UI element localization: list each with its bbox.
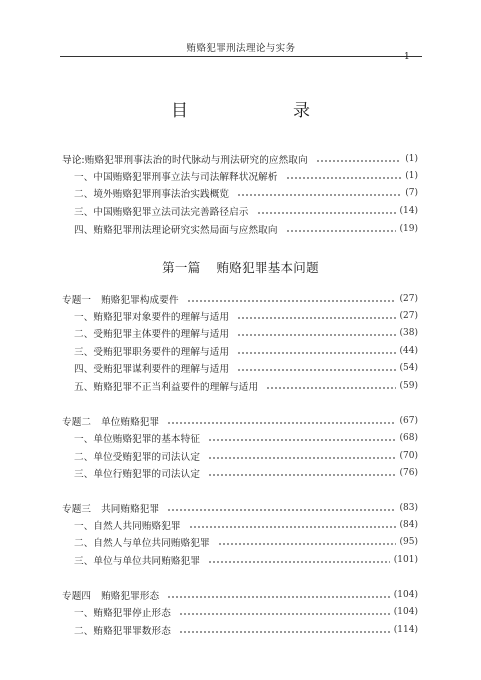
toc-entry-intro[interactable] bbox=[62, 151, 418, 167]
dot-leader bbox=[237, 369, 395, 371]
toc-entry[interactable] bbox=[74, 622, 418, 638]
toc-entry-page: (14) bbox=[399, 206, 418, 216]
dot-leader bbox=[286, 177, 402, 179]
toc-topic-entry[interactable] bbox=[62, 500, 418, 516]
dot-leader bbox=[187, 300, 396, 302]
topic-label: 专题三 bbox=[62, 504, 92, 515]
topic-title: 贿赂犯罪形态 bbox=[101, 591, 160, 602]
toc-topic-entry[interactable] bbox=[62, 587, 418, 603]
toc-entry-page: (104) bbox=[393, 590, 418, 600]
toc-entry-title: 二、单位受贿犯罪的司法认定 bbox=[74, 452, 201, 463]
toc-entry[interactable] bbox=[74, 378, 418, 394]
toc-entry-title: 三、单位行贿犯罪的司法认定 bbox=[74, 469, 201, 480]
toc-entry-page: (1) bbox=[405, 171, 418, 181]
toc-entry-title: 三、中国贿赂犯罪立法司法完善路径启示 bbox=[74, 207, 249, 218]
toc-entry-title: 一、贿赂犯罪对象要件的理解与适用 bbox=[74, 312, 230, 323]
toc-entry-page: (84) bbox=[399, 520, 418, 530]
part-label: 第一篇 bbox=[162, 260, 201, 275]
toc-entry-title: 一、自然人共同贿赂犯罪 bbox=[74, 521, 181, 532]
toc-entry-title: 二、自然人与单位共同贿赂犯罪 bbox=[74, 538, 210, 549]
toc-entry[interactable] bbox=[74, 343, 418, 359]
dot-leader bbox=[167, 509, 395, 511]
toc-entry-title: 四、贿赂犯罪刑法理论研究实然局面与应然取向 bbox=[74, 225, 278, 236]
part-title bbox=[0, 258, 481, 276]
dot-leader bbox=[316, 160, 402, 162]
page-number: 1 bbox=[404, 52, 410, 62]
dot-leader bbox=[208, 457, 395, 459]
dot-leader bbox=[167, 422, 395, 424]
toc-entry-page: (38) bbox=[399, 328, 418, 338]
dot-leader bbox=[179, 631, 390, 633]
toc-entry[interactable] bbox=[74, 360, 418, 376]
toc-entry-page: (1) bbox=[405, 154, 418, 164]
toc-entry[interactable] bbox=[74, 604, 418, 620]
dot-leader bbox=[237, 334, 395, 336]
toc-topic-entry[interactable] bbox=[62, 291, 418, 307]
dot-leader bbox=[167, 596, 390, 598]
dot-leader bbox=[189, 526, 396, 528]
toc-entry[interactable] bbox=[74, 517, 418, 533]
toc-entry-title: 一、贿赂犯罪停止形态 bbox=[74, 608, 171, 619]
toc-entry-page: (68) bbox=[399, 433, 418, 443]
toc-entry[interactable] bbox=[74, 168, 418, 184]
toc-topic-entry[interactable] bbox=[62, 413, 418, 429]
toc-entry[interactable] bbox=[74, 203, 418, 219]
dot-leader bbox=[179, 613, 390, 615]
part-name: 贿赂犯罪基本问题 bbox=[216, 260, 319, 275]
toc-entry-page: (67) bbox=[399, 416, 418, 426]
toc-entry[interactable] bbox=[74, 448, 418, 464]
toc-entry-page: (104) bbox=[393, 607, 418, 617]
toc-entry-page: (114) bbox=[393, 625, 418, 635]
toc-entry-title: 一、单位贿赂犯罪的基本特征 bbox=[74, 434, 201, 445]
topic-label: 专题一 bbox=[62, 295, 92, 306]
toc-entry-title: 导论:贿赂犯罪刑事法治的时代脉动与刑法研究的应然取向 bbox=[62, 155, 308, 166]
topic-title: 共同贿赂犯罪 bbox=[101, 504, 160, 515]
dot-leader bbox=[237, 194, 401, 196]
toc-entry[interactable] bbox=[74, 221, 418, 237]
dot-leader bbox=[257, 212, 396, 214]
dot-leader bbox=[266, 387, 395, 389]
toc-entry-page: (27) bbox=[399, 311, 418, 321]
toc-entry-page: (44) bbox=[399, 346, 418, 356]
toc-entry-page: (7) bbox=[405, 188, 418, 198]
toc-entry[interactable] bbox=[74, 552, 418, 568]
topic-title: 贿赂犯罪构成要件 bbox=[101, 295, 179, 306]
toc-entry-title: 四、受贿犯罪谋利要件的理解与适用 bbox=[74, 364, 230, 375]
toc-entry-page: (27) bbox=[399, 294, 418, 304]
toc-entry-page: (54) bbox=[399, 363, 418, 373]
toc-entry-page: (83) bbox=[399, 503, 418, 513]
toc-entry[interactable] bbox=[74, 308, 418, 324]
toc-entry-title: 三、单位与单位共同贿赂犯罪 bbox=[74, 556, 201, 567]
toc-entry-title: 二、贿赂犯罪罪数形态 bbox=[74, 626, 171, 637]
toc-entry-page: (95) bbox=[399, 537, 418, 547]
toc-entry-title: 三、受贿犯罪职务要件的理解与适用 bbox=[74, 347, 230, 358]
topic-title: 单位贿赂犯罪 bbox=[101, 417, 160, 428]
toc-entry[interactable] bbox=[74, 430, 418, 446]
toc-entry[interactable] bbox=[74, 534, 418, 550]
toc-entry-page: (70) bbox=[399, 451, 418, 461]
toc-entry-title: 一、中国贿赂犯罪刑事立法与司法解释状况解析 bbox=[74, 172, 278, 183]
toc-entry-page: (101) bbox=[393, 555, 418, 565]
dot-leader bbox=[208, 561, 390, 563]
dot-leader bbox=[237, 352, 395, 354]
toc-entry-title: 二、受贿犯罪主体要件的理解与适用 bbox=[74, 329, 230, 340]
dot-leader bbox=[208, 474, 395, 476]
toc-entry[interactable] bbox=[74, 185, 418, 201]
dot-leader bbox=[237, 317, 395, 319]
toc-entry-page: (76) bbox=[399, 468, 418, 478]
toc-entry-page: (19) bbox=[399, 224, 418, 234]
toc-entry-title: 二、境外贿赂犯罪刑事法治实践概览 bbox=[74, 189, 230, 200]
toc-entry[interactable] bbox=[74, 325, 418, 341]
dot-leader bbox=[208, 439, 395, 441]
toc-entry-title: 五、贿赂犯罪不正当利益要件的理解与适用 bbox=[74, 382, 259, 393]
toc-entry-page: (59) bbox=[399, 381, 418, 391]
toc-entry[interactable] bbox=[74, 465, 418, 481]
topic-label: 专题四 bbox=[62, 591, 92, 602]
topic-label: 专题二 bbox=[62, 417, 92, 428]
toc-title: 目 录 bbox=[171, 101, 354, 121]
running-head: 贿赂犯罪刑法理论与实务 bbox=[60, 42, 422, 57]
dot-leader bbox=[218, 543, 396, 545]
dot-leader bbox=[286, 230, 396, 232]
